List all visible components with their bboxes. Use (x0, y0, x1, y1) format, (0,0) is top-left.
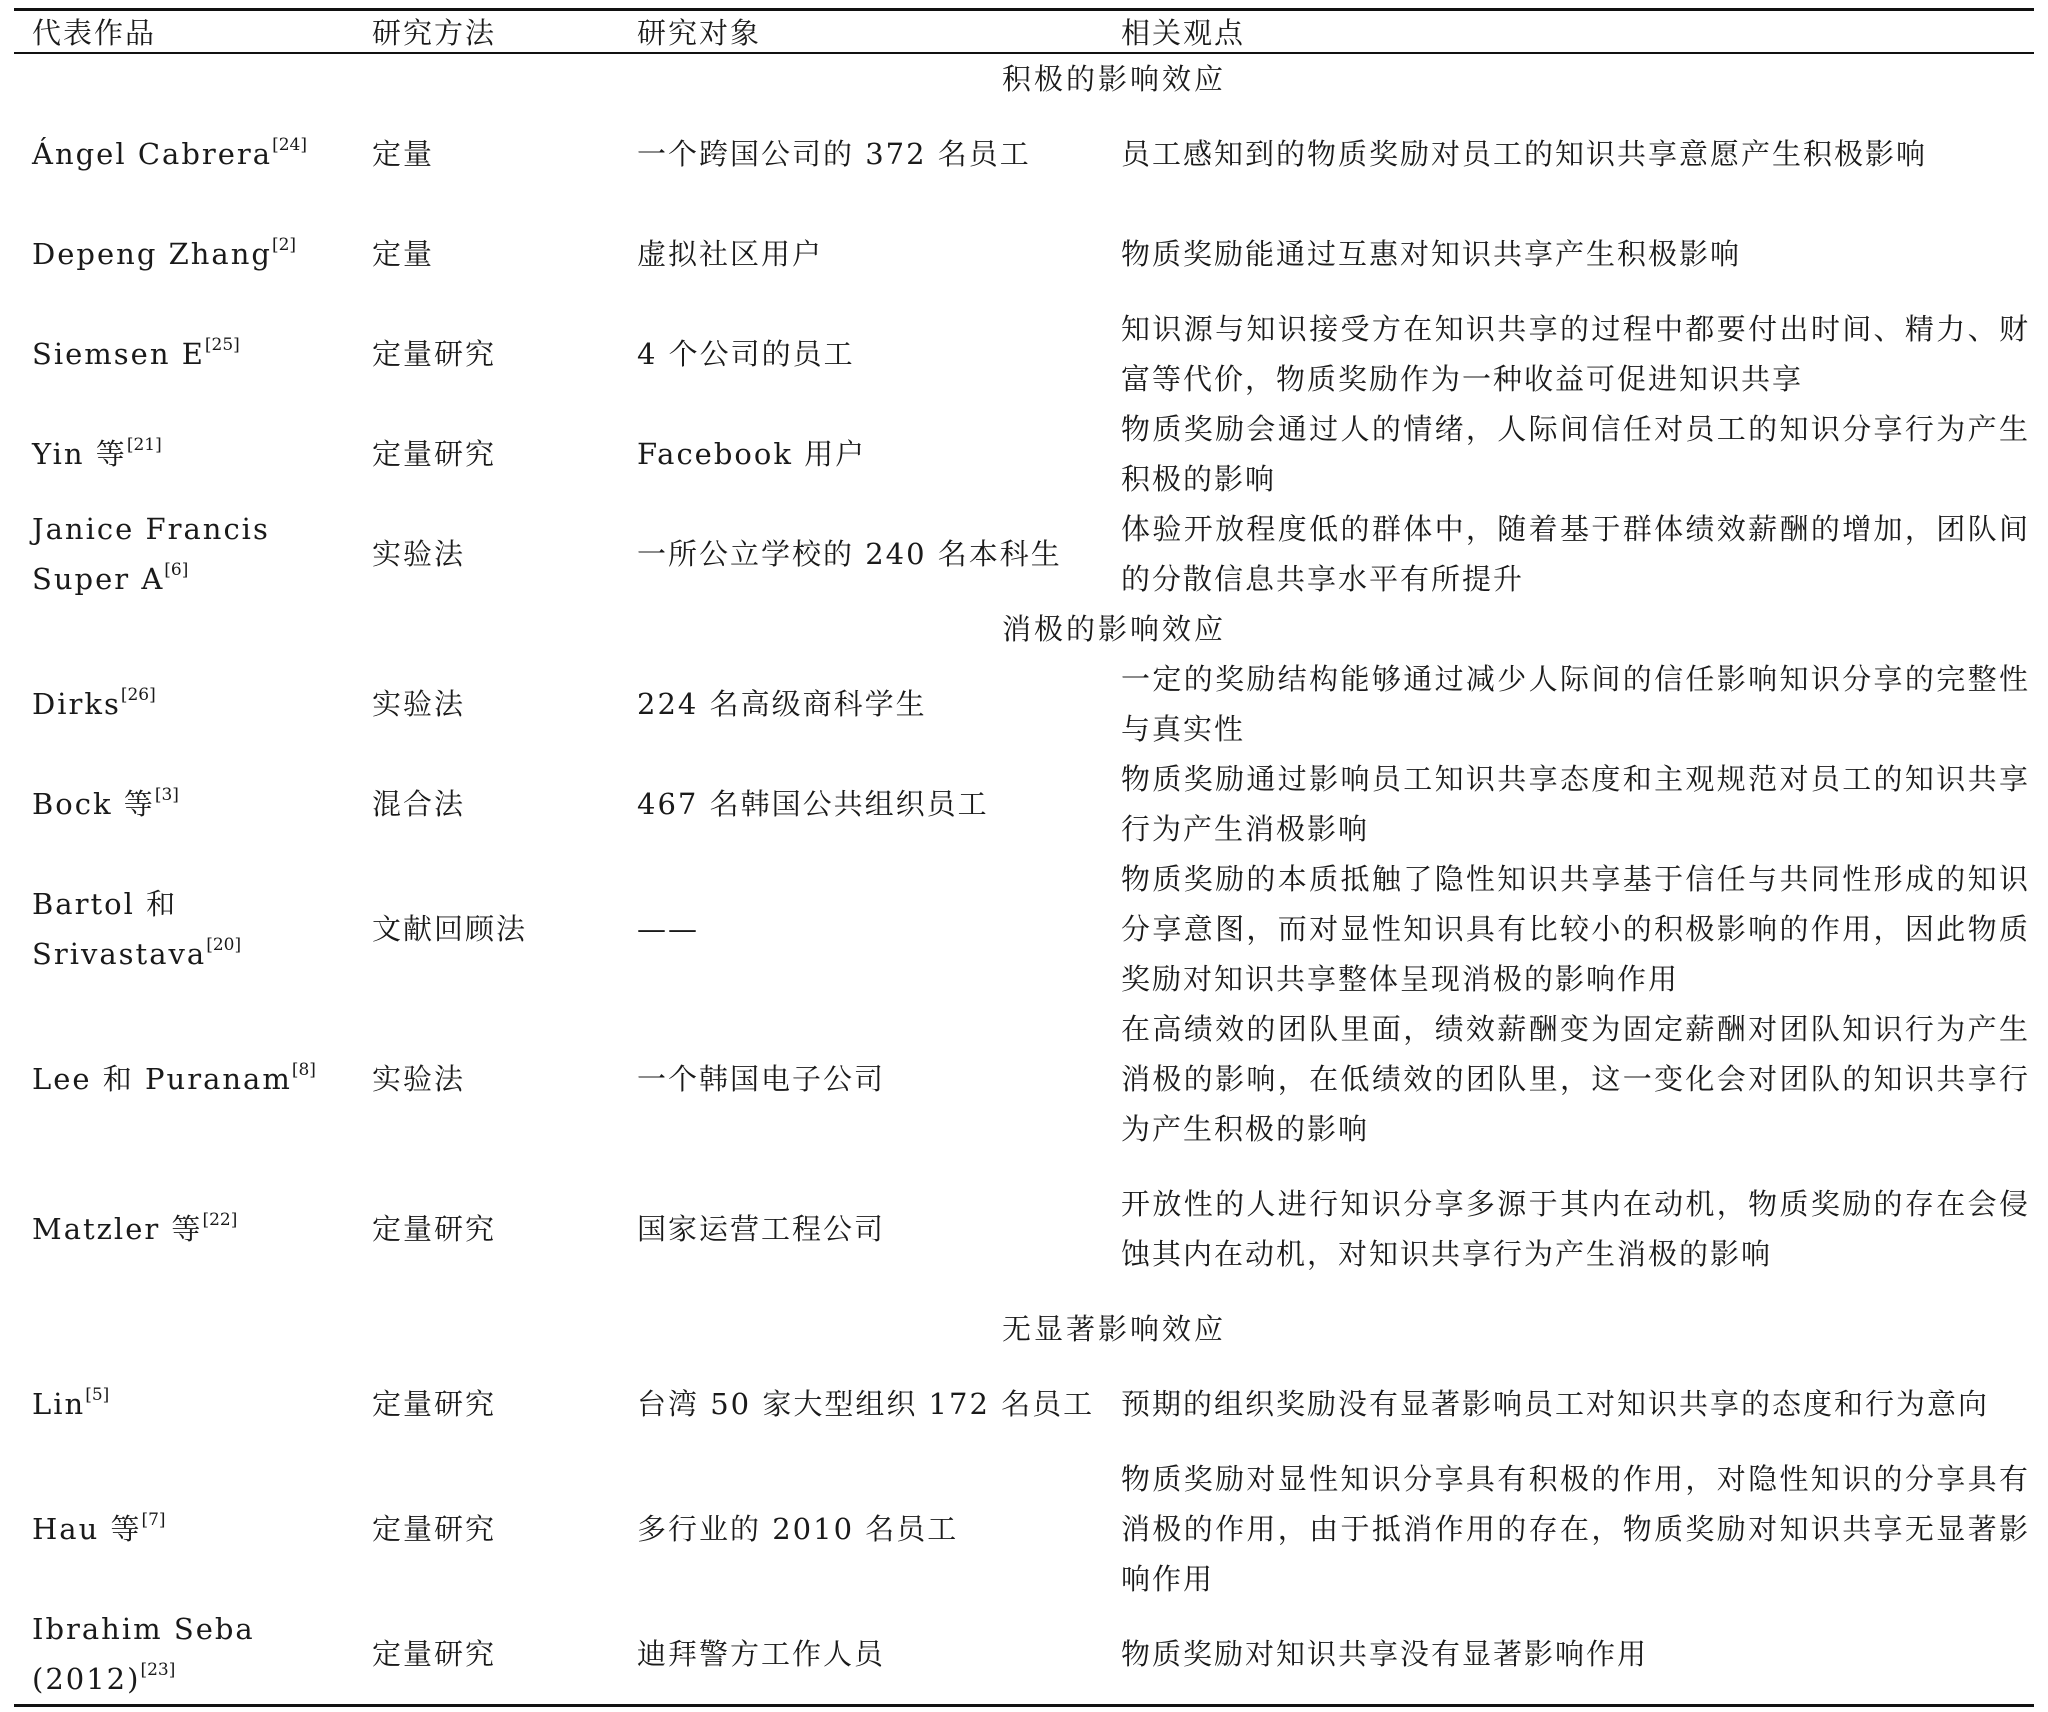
cell-view: 物质奖励能通过互惠对知识共享产生积极影响 (1121, 237, 1742, 271)
cell-author (14, 1454, 354, 1604)
cell-view: 物质奖励会通过人的情绪，人际间信任对员工的知识分享行为产生积极的影响 (1121, 412, 2030, 496)
cell-method: 实验法 (372, 537, 466, 571)
group-title-none: 无显著影响效应 (1001, 1312, 1226, 1346)
header-works: 代表作品 (14, 10, 354, 54)
cell-view: 物质奖励的本质抵触了隐性知识共享基于信任与共同性形成的知识分享意图，而对显性知识具有比较小的积极影响的作用，因此物质奖励对知识共享整体呈现消极的影响作用 (1121, 862, 2030, 996)
cell-author (14, 1604, 354, 1706)
table (14, 8, 2034, 1707)
reference-mark: [26] (120, 685, 156, 705)
cell-subject: 4 个公司的员工 (637, 337, 855, 371)
cell-view: 在高绩效的团队里面，绩效薪酬变为固定薪酬对团队知识行为产生消极的影响，在低绩效的团队里，这一变化会对团队的知识共享行为产生积极的影响 (1121, 1012, 2030, 1146)
cell-view: 开放性的人进行知识分享多源于其内在动机，物质奖励的存在会侵蚀其内在动机，对知识共享行为产生消极的影响 (1121, 1187, 2030, 1271)
reference-mark: [8] (291, 1060, 316, 1080)
table-row (14, 1004, 2034, 1154)
cell-subject: 一所公立学校的 240 名本科生 (637, 537, 1062, 571)
cell-author (14, 504, 354, 604)
table-row (14, 1354, 2034, 1454)
reference-mark: [22] (202, 1210, 238, 1230)
author-name: Bock 等 (32, 787, 155, 821)
author-name: Lin (32, 1387, 86, 1421)
cell-method: 定量研究 (354, 1604, 619, 1706)
cell-author (14, 1354, 354, 1454)
group-title-negative: 消极的影响效应 (1001, 612, 1226, 646)
reference-mark: [2] (271, 235, 297, 255)
cell-author (14, 204, 354, 304)
cell-author (14, 854, 354, 1004)
table-row (14, 1604, 2034, 1706)
table-row (14, 404, 2034, 504)
group-title-positive: 积极的影响效应 (1001, 62, 1226, 96)
author-name: Siemsen E (32, 337, 205, 371)
header-method: 研究方法 (354, 10, 619, 54)
author-name: Ibrahim Seba (2012) (32, 1612, 255, 1696)
author-name: Lee 和 Puranam (32, 1062, 292, 1096)
cell-method: 定量 (372, 137, 435, 171)
cell-subject: 467 名韩国公共组织员工 (637, 787, 989, 821)
cell-subject: 国家运营工程公司 (637, 1212, 886, 1246)
cell-subject: 多行业的 2010 名员工 (637, 1512, 959, 1546)
cell-author (14, 1154, 354, 1304)
header-row (14, 10, 2034, 54)
cell-subject: 一个韩国电子公司 (637, 1062, 886, 1096)
group-title-row (14, 53, 2034, 104)
cell-author (14, 654, 354, 754)
cell-view: 物质奖励对知识共享没有显著影响作用 (1121, 1604, 2034, 1706)
table-row (14, 504, 2034, 604)
cell-subject: 台湾 50 家大型组织 172 名员工 (637, 1387, 1095, 1421)
table-row (14, 1454, 2034, 1604)
cell-subject: 虚拟社区用户 (637, 237, 824, 271)
author-name: Hau 等 (32, 1512, 142, 1546)
author-name: Yin 等 (32, 437, 127, 471)
author-name: Bartol 和 Srivastava (32, 887, 207, 971)
cell-method: 文献回顾法 (372, 912, 528, 946)
cell-view: 员工感知到的物质奖励对员工的知识共享意愿产生积极影响 (1121, 137, 1928, 171)
reference-mark: [23] (140, 1660, 176, 1680)
reference-mark: [21] (126, 435, 162, 455)
cell-author (14, 1004, 354, 1154)
cell-author (14, 404, 354, 504)
cell-method: 定量研究 (372, 337, 497, 371)
cell-view: 体验开放程度低的群体中，随着基于群体绩效薪酬的增加，团队间的分散信息共享水平有所提升 (1121, 512, 2030, 596)
author-name: Dirks (32, 687, 121, 721)
group-title-row (14, 1304, 2034, 1354)
header-subject: 研究对象 (619, 10, 1121, 54)
header-view: 相关观点 (1121, 10, 2034, 54)
cell-subject: 224 名高级商科学生 (637, 687, 927, 721)
literature-table (14, 8, 2034, 1700)
cell-view: 物质奖励通过影响员工知识共享态度和主观规范对员工的知识共享行为产生消极影响 (1121, 762, 2030, 846)
cell-method: 实验法 (372, 687, 466, 721)
table-row (14, 204, 2034, 304)
cell-subject: Facebook 用户 (637, 437, 867, 471)
table-body (14, 53, 2034, 1706)
cell-method: 定量研究 (372, 1212, 497, 1246)
cell-subject: 迪拜警方工作人员 (619, 1604, 1121, 1706)
table-row (14, 304, 2034, 404)
table-header (14, 10, 2034, 54)
group-title-row (14, 604, 2034, 654)
table-row (14, 854, 2034, 1004)
cell-view: 预期的组织奖励没有显著影响员工对知识共享的态度和行为意向 (1121, 1387, 1990, 1421)
table-row (14, 104, 2034, 204)
reference-mark: [5] (85, 1385, 110, 1405)
author-name: Matzler 等 (32, 1212, 203, 1246)
cell-view: 知识源与知识接受方在知识共享的过程中都要付出时间、精力、财富等代价，物质奖励作为一种收益可促进知识共享 (1121, 312, 2030, 396)
cell-method: 定量研究 (372, 1512, 497, 1546)
table-row (14, 1154, 2034, 1304)
reference-mark: [7] (141, 1510, 166, 1530)
cell-subject: 一个跨国公司的 372 名员工 (637, 137, 1031, 171)
cell-author (14, 754, 354, 854)
reference-mark: [3] (154, 785, 179, 805)
reference-mark: [6] (164, 560, 189, 580)
reference-mark: [20] (206, 935, 242, 955)
cell-method: 定量研究 (372, 1387, 497, 1421)
author-name: Depeng Zhang (32, 237, 272, 271)
cell-method: 定量 (372, 237, 435, 271)
cell-subject: —— (637, 912, 699, 946)
author-name: Janice Francis Super A (32, 512, 270, 596)
cell-author (14, 304, 354, 404)
cell-method: 混合法 (372, 787, 466, 821)
cell-view: 物质奖励对显性知识分享具有积极的作用，对隐性知识的分享具有消极的作用，由于抵消作用的存在，物质奖励对知识共享无显著影响作用 (1121, 1462, 2030, 1596)
cell-method: 实验法 (372, 1062, 466, 1096)
reference-mark: [24] (272, 135, 307, 155)
cell-author (14, 104, 354, 204)
table-row (14, 754, 2034, 854)
table-row (14, 654, 2034, 754)
cell-method: 定量研究 (372, 437, 497, 471)
author-name: Ángel Cabrera (32, 137, 273, 171)
reference-mark: [25] (204, 335, 240, 355)
cell-view: 一定的奖励结构能够通过减少人际间的信任影响知识分享的完整性与真实性 (1121, 662, 2030, 746)
